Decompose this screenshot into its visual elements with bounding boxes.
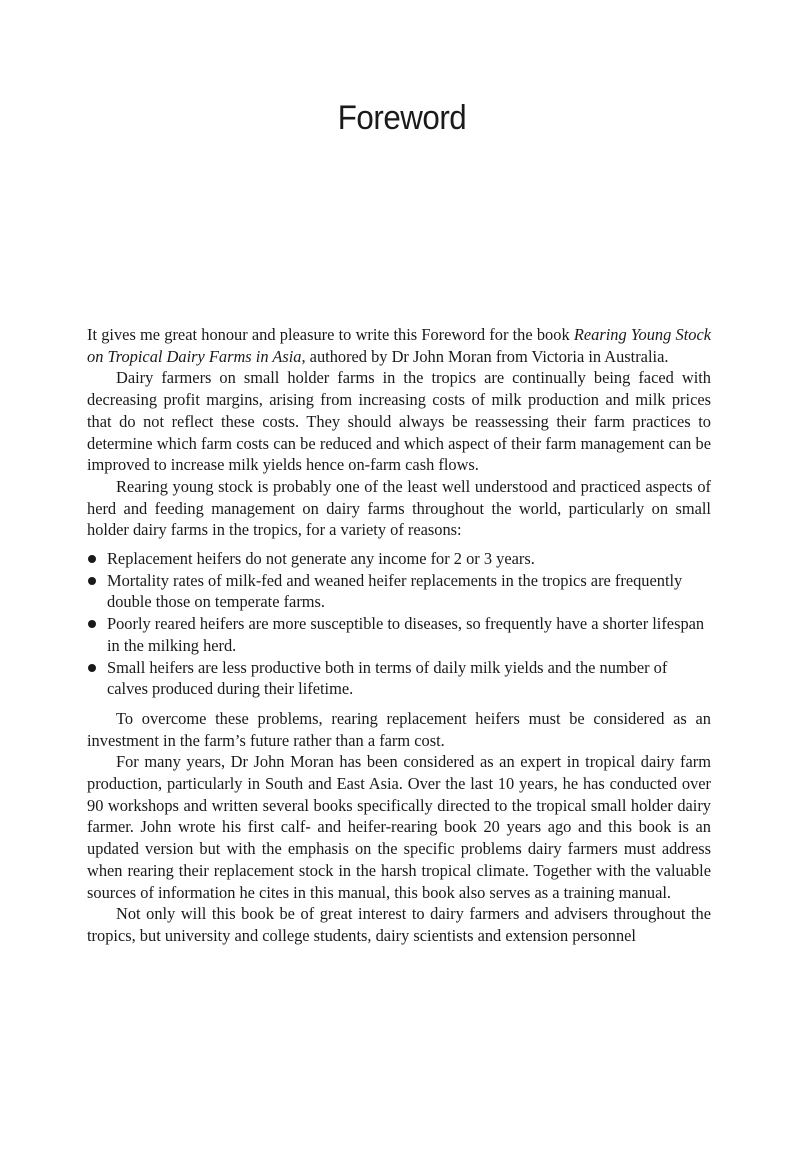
list-item-text: Replacement heifers do not generate any income for 2 or 3 years. [107,549,535,569]
bullet-icon [88,577,96,585]
list-item [87,657,711,700]
intro-text-end: , authored by Dr John Moran from Victoria in Australia. [301,346,669,366]
bullet-icon [88,555,96,563]
intro-text-start: It gives me great honour and pleasure to write this Foreword for the book [87,325,574,344]
foreword-body [87,324,711,947]
list-item [87,613,711,656]
paragraph-audience: Not only will this book be of great interest to dairy farmers and advisers throughout the tropics, but university and college students, dairy scientists and extension personnel [87,904,711,945]
list-item [87,548,711,570]
list-item-text: Poorly reared heifers are more susceptible to diseases, so frequently have a shorter lifespan in the milking herd. [107,614,705,655]
bullet-icon [88,664,96,672]
list-item-text: Small heifers are less productive both in terms of daily milk yields and the number of calves produced during their lifetime. [107,657,668,699]
list-item [87,570,711,613]
bullet-icon [88,620,96,628]
paragraph-profit-margins: Dairy farmers on small holder farms in the tropics are continually being faced with decreasing profit margins, arising from increasing costs of milk production and milk prices that do not reflect these costs. They should always be reassessing their farm practices to determine which farm costs can be reduced and which aspect of their farm management can be improved to increase milk yields hence on-farm cash flows. [87,368,711,475]
paragraph-investment: To overcome these problems, rearing replacement heifers must be considered as an investment in the farm’s future rather than a farm cost. [87,708,711,750]
page-title: Foreword [337,99,467,137]
book-title: Rearing Young Stock on Tropical Dairy Farms in Asia [87,325,711,366]
paragraph-rearing-reasons: Rearing young stock is probably one of the least well understood and practiced aspects of herd and feeding management on dairy farms throughout the world, particularly on small holder dairy farms in the tropics, for a variety of reasons: [87,476,711,540]
paragraph-intro [87,324,711,367]
paragraph-author-expertise: For many years, Dr John Moran has been considered as an expert in tropical dairy farm production, particularly in South and East Asia. Over the last 10 years, he has conducted over 90 workshops and written several books specifically directed to the tropical small holder dairy farmer. John wrote his first calf- and heifer-rearing book 20 years ago and this book is an updated version but with the emphasis on the specific problems dairy farmers must address when rearing their replacement stock in the harsh tropical climate. Together with the valuable sources of information he cites in this manual, this book also serves as a training manual. [87,752,711,902]
list-item-text: Mortality rates of milk-fed and weaned heifer replacements in the tropics are frequently double those on temperate farms. [107,570,683,612]
reasons-list [87,548,711,700]
